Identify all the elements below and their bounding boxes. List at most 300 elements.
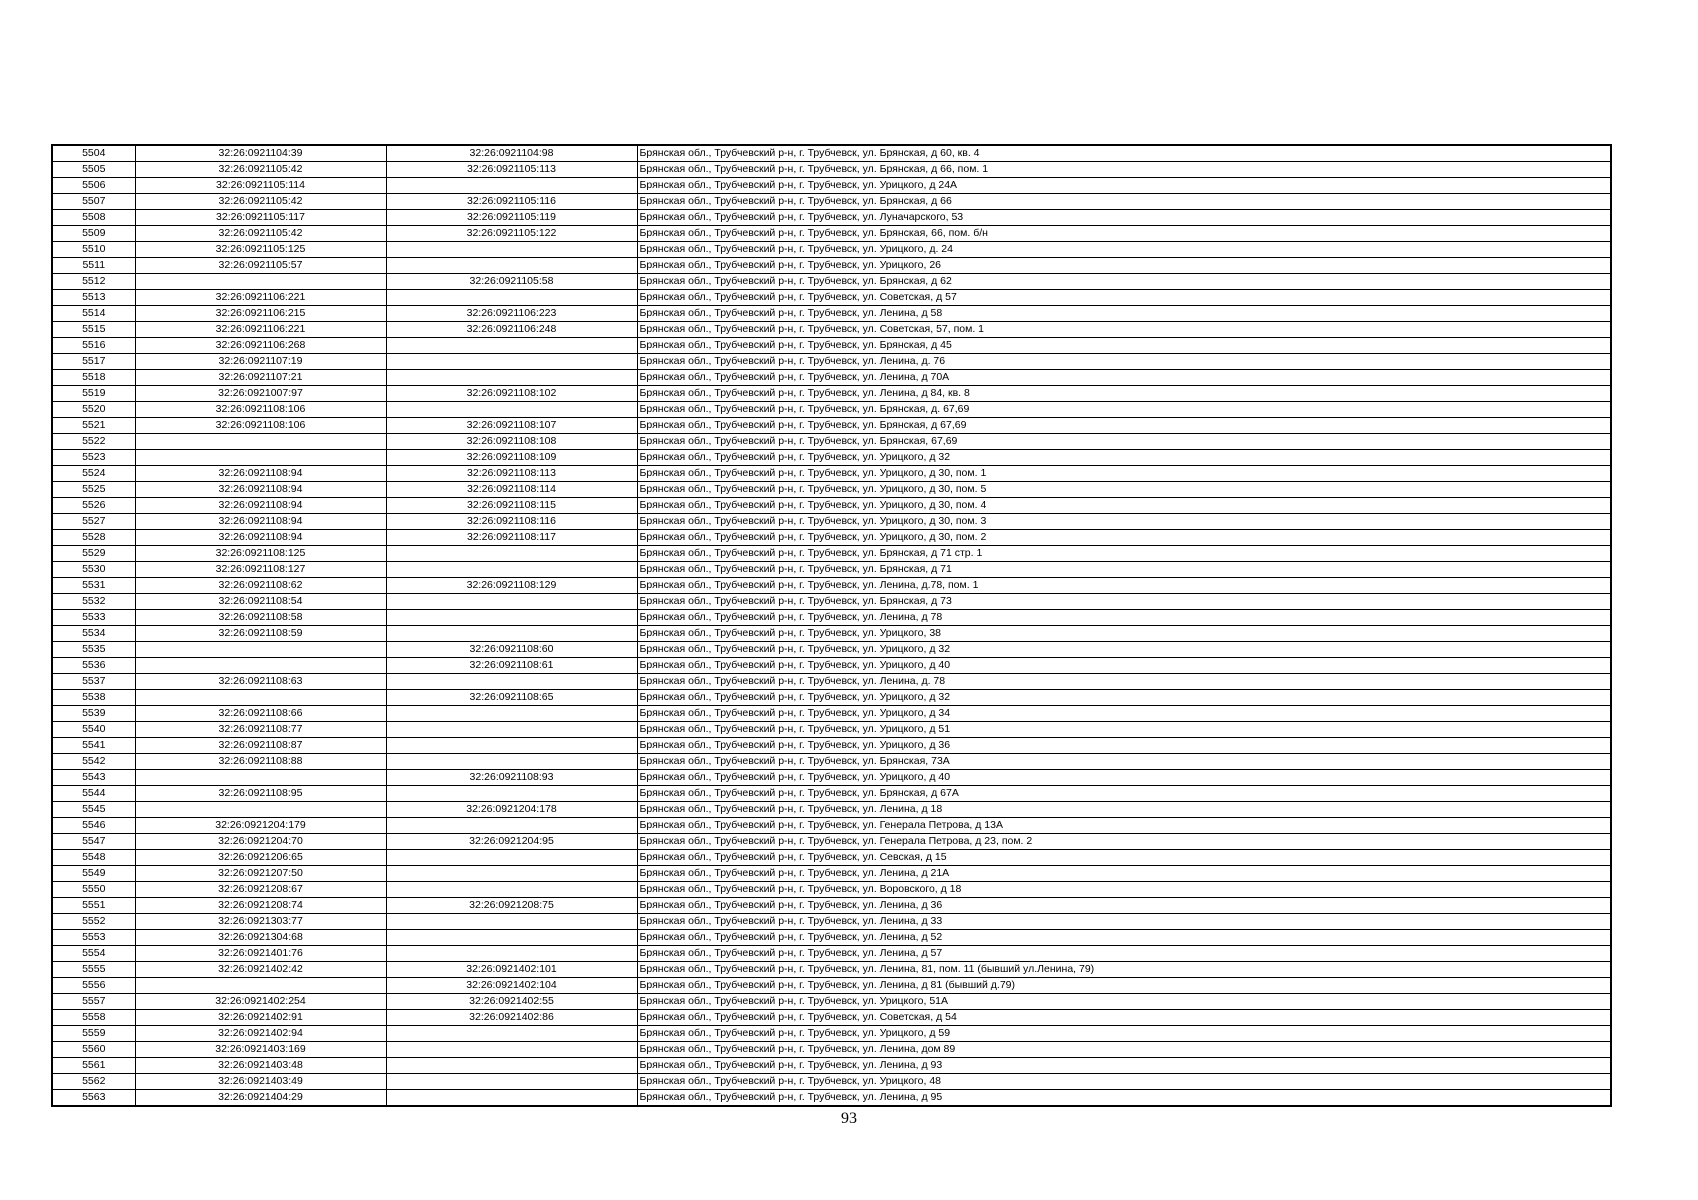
- address-cell: Брянская обл., Трубчевский р-н, г. Трубчевск, ул. Урицкого, 38: [637, 626, 1611, 642]
- table-row: [52, 498, 1611, 514]
- address-cell: Брянская обл., Трубчевский р-н, г. Трубчевск, ул. Брянская, д 62: [637, 274, 1611, 290]
- address-cell: Брянская обл., Трубчевский р-н, г. Трубчевск, ул. Брянская, д 71 стр. 1: [637, 546, 1611, 562]
- address-cell: Брянская обл., Трубчевский р-н, г. Трубчевск, ул. Ленина, д 21А: [637, 866, 1611, 882]
- object-cadastral-number-cell: 32:26:0921108:108: [386, 434, 637, 450]
- cadastral-number-cell: 32:26:0921108:125: [135, 546, 386, 562]
- row-number-cell: 5558: [52, 1010, 135, 1026]
- address-cell: Брянская обл., Трубчевский р-н, г. Трубчевск, ул. Брянская, 66, пом. б/н: [637, 226, 1611, 242]
- table-row: [52, 514, 1611, 530]
- object-cadastral-number-cell: 32:26:0921402:101: [386, 962, 637, 978]
- row-number-cell: 5507: [52, 194, 135, 210]
- table-row: [52, 482, 1611, 498]
- row-number-cell: 5557: [52, 994, 135, 1010]
- row-number-cell: 5505: [52, 162, 135, 178]
- object-cadastral-number-cell: [386, 338, 637, 354]
- object-cadastral-number-cell: 32:26:0921108:93: [386, 770, 637, 786]
- object-cadastral-number-cell: [386, 866, 637, 882]
- object-cadastral-number-cell: 32:26:0921108:129: [386, 578, 637, 594]
- cadastral-number-cell: [135, 450, 386, 466]
- row-number-cell: 5547: [52, 834, 135, 850]
- object-cadastral-number-cell: [386, 882, 637, 898]
- table-row: [52, 306, 1611, 322]
- cadastral-number-cell: 32:26:0921108:94: [135, 466, 386, 482]
- object-cadastral-number-cell: [386, 1042, 637, 1058]
- row-number-cell: 5563: [52, 1090, 135, 1107]
- row-number-cell: 5540: [52, 722, 135, 738]
- table-row: [52, 626, 1611, 642]
- cadastral-number-cell: 32:26:0921108:127: [135, 562, 386, 578]
- address-cell: Брянская обл., Трубчевский р-н, г. Трубчевск, ул. Урицкого, д 32: [637, 450, 1611, 466]
- cadastral-number-cell: [135, 274, 386, 290]
- row-number-cell: 5516: [52, 338, 135, 354]
- cadastral-number-cell: 32:26:0921105:42: [135, 226, 386, 242]
- address-cell: Брянская обл., Трубчевский р-н, г. Трубчевск, ул. Брянская, 67,69: [637, 434, 1611, 450]
- table-row: [52, 802, 1611, 818]
- object-cadastral-number-cell: [386, 178, 637, 194]
- object-cadastral-number-cell: 32:26:0921204:95: [386, 834, 637, 850]
- table-row: [52, 1058, 1611, 1074]
- table-row: [52, 322, 1611, 338]
- table-row: [52, 818, 1611, 834]
- cadastral-number-cell: 32:26:0921108:66: [135, 706, 386, 722]
- table-row: [52, 578, 1611, 594]
- object-cadastral-number-cell: [386, 258, 637, 274]
- object-cadastral-number-cell: 32:26:0921108:114: [386, 482, 637, 498]
- cadastral-number-cell: 32:26:0921403:48: [135, 1058, 386, 1074]
- address-cell: Брянская обл., Трубчевский р-н, г. Трубчевск, ул. Ленина, д 33: [637, 914, 1611, 930]
- table-row: [52, 338, 1611, 354]
- address-cell: Брянская обл., Трубчевский р-н, г. Трубчевск, ул. Генерала Петрова, д 23, пом. 2: [637, 834, 1611, 850]
- address-cell: Брянская обл., Трубчевский р-н, г. Трубчевск, ул. Советская, д 54: [637, 1010, 1611, 1026]
- address-cell: Брянская обл., Трубчевский р-н, г. Трубчевск, ул. Ленина, д. 76: [637, 354, 1611, 370]
- cadastral-number-cell: 32:26:0921106:221: [135, 290, 386, 306]
- table-row: [52, 562, 1611, 578]
- address-cell: Брянская обл., Трубчевский р-н, г. Трубчевск, ул. Урицкого, д 34: [637, 706, 1611, 722]
- address-cell: Брянская обл., Трубчевский р-н, г. Трубчевск, ул. Ленина, д 57: [637, 946, 1611, 962]
- object-cadastral-number-cell: [386, 1058, 637, 1074]
- table-row: [52, 1026, 1611, 1042]
- table-row: [52, 1010, 1611, 1026]
- row-number-cell: 5523: [52, 450, 135, 466]
- address-cell: Брянская обл., Трубчевский р-н, г. Трубчевск, ул. Брянская, д 66: [637, 194, 1611, 210]
- cadastral-number-cell: 32:26:0921104:39: [135, 145, 386, 162]
- cadastral-number-cell: 32:26:0921105:117: [135, 210, 386, 226]
- address-cell: Брянская обл., Трубчевский р-н, г. Трубчевск, ул. Брянская, д 71: [637, 562, 1611, 578]
- table-row: [52, 290, 1611, 306]
- address-cell: Брянская обл., Трубчевский р-н, г. Трубчевск, ул. Ленина, 81, пом. 11 (бывший ул.Ленина, 79): [637, 962, 1611, 978]
- cadastral-number-cell: 32:26:0921207:50: [135, 866, 386, 882]
- row-number-cell: 5504: [52, 145, 135, 162]
- object-cadastral-number-cell: 32:26:0921106:223: [386, 306, 637, 322]
- object-cadastral-number-cell: [386, 1090, 637, 1107]
- table-row: [52, 738, 1611, 754]
- table-row: [52, 354, 1611, 370]
- row-number-cell: 5554: [52, 946, 135, 962]
- address-cell: Брянская обл., Трубчевский р-н, г. Трубчевск, ул. Ленина, д.78, пом. 1: [637, 578, 1611, 594]
- row-number-cell: 5537: [52, 674, 135, 690]
- row-number-cell: 5553: [52, 930, 135, 946]
- row-number-cell: 5524: [52, 466, 135, 482]
- row-number-cell: 5539: [52, 706, 135, 722]
- object-cadastral-number-cell: 32:26:0921108:115: [386, 498, 637, 514]
- cadastral-number-cell: 32:26:0921105:42: [135, 162, 386, 178]
- address-cell: Брянская обл., Трубчевский р-н, г. Трубчевск, ул. Урицкого, д 30, пом. 5: [637, 482, 1611, 498]
- table-row: [52, 674, 1611, 690]
- object-cadastral-number-cell: [386, 722, 637, 738]
- cadastral-number-cell: [135, 658, 386, 674]
- object-cadastral-number-cell: 32:26:0921402:55: [386, 994, 637, 1010]
- table-row: [52, 642, 1611, 658]
- table-row: [52, 226, 1611, 242]
- object-cadastral-number-cell: [386, 610, 637, 626]
- row-number-cell: 5521: [52, 418, 135, 434]
- table-row: [52, 610, 1611, 626]
- table-row: [52, 770, 1611, 786]
- address-cell: Брянская обл., Трубчевский р-н, г. Трубчевск, ул. Брянская, д 67А: [637, 786, 1611, 802]
- object-cadastral-number-cell: 32:26:0921105:113: [386, 162, 637, 178]
- address-cell: Брянская обл., Трубчевский р-н, г. Трубчевск, ул. Советская, 57, пом. 1: [637, 322, 1611, 338]
- cadastral-number-cell: 32:26:0921107:19: [135, 354, 386, 370]
- object-cadastral-number-cell: 32:26:0921108:109: [386, 450, 637, 466]
- address-cell: Брянская обл., Трубчевский р-н, г. Трубчевск, ул. Генерала Петрова, д 13А: [637, 818, 1611, 834]
- row-number-cell: 5514: [52, 306, 135, 322]
- address-cell: Брянская обл., Трубчевский р-н, г. Трубчевск, ул. Брянская, д 73: [637, 594, 1611, 610]
- row-number-cell: 5512: [52, 274, 135, 290]
- row-number-cell: 5517: [52, 354, 135, 370]
- cadastral-number-cell: 32:26:0921204:179: [135, 818, 386, 834]
- object-cadastral-number-cell: [386, 786, 637, 802]
- table-row: [52, 258, 1611, 274]
- object-cadastral-number-cell: 32:26:0921108:113: [386, 466, 637, 482]
- object-cadastral-number-cell: [386, 818, 637, 834]
- address-cell: Брянская обл., Трубчевский р-н, г. Трубчевск, ул. Ленина, д 84, кв. 8: [637, 386, 1611, 402]
- object-cadastral-number-cell: [386, 626, 637, 642]
- object-cadastral-number-cell: [386, 546, 637, 562]
- address-cell: Брянская обл., Трубчевский р-н, г. Трубчевск, ул. Ленина, д 70А: [637, 370, 1611, 386]
- row-number-cell: 5548: [52, 850, 135, 866]
- object-cadastral-number-cell: 32:26:0921108:60: [386, 642, 637, 658]
- object-cadastral-number-cell: 32:26:0921108:116: [386, 514, 637, 530]
- address-cell: Брянская обл., Трубчевский р-н, г. Трубчевск, ул. Брянская, д 60, кв. 4: [637, 145, 1611, 162]
- cadastral-number-cell: 32:26:0921105:114: [135, 178, 386, 194]
- object-cadastral-number-cell: 32:26:0921204:178: [386, 802, 637, 818]
- address-cell: Брянская обл., Трубчевский р-н, г. Трубчевск, ул. Урицкого, д 24А: [637, 178, 1611, 194]
- address-cell: Брянская обл., Трубчевский р-н, г. Трубчевск, ул. Урицкого, д 30, пом. 2: [637, 530, 1611, 546]
- object-cadastral-number-cell: [386, 370, 637, 386]
- row-number-cell: 5552: [52, 914, 135, 930]
- row-number-cell: 5531: [52, 578, 135, 594]
- address-cell: Брянская обл., Трубчевский р-н, г. Трубчевск, ул. Урицкого, 51А: [637, 994, 1611, 1010]
- address-cell: Брянская обл., Трубчевский р-н, г. Трубчевск, ул. Урицкого, 48: [637, 1074, 1611, 1090]
- table-row: [52, 434, 1611, 450]
- row-number-cell: 5522: [52, 434, 135, 450]
- table-row: [52, 658, 1611, 674]
- cadastral-number-cell: 32:26:0921107:21: [135, 370, 386, 386]
- address-cell: Брянская обл., Трубчевский р-н, г. Трубчевск, ул. Урицкого, д 40: [637, 658, 1611, 674]
- object-cadastral-number-cell: [386, 402, 637, 418]
- row-number-cell: 5526: [52, 498, 135, 514]
- cadastral-number-cell: [135, 690, 386, 706]
- row-number-cell: 5525: [52, 482, 135, 498]
- cadastral-number-cell: 32:26:0921007:97: [135, 386, 386, 402]
- object-cadastral-number-cell: [386, 706, 637, 722]
- cadastral-number-cell: 32:26:0921206:65: [135, 850, 386, 866]
- cadastral-number-cell: 32:26:0921108:95: [135, 786, 386, 802]
- cadastral-number-cell: 32:26:0921208:67: [135, 882, 386, 898]
- row-number-cell: 5556: [52, 978, 135, 994]
- row-number-cell: 5545: [52, 802, 135, 818]
- address-cell: Брянская обл., Трубчевский р-н, г. Трубчевск, ул. Урицкого, д 30, пом. 3: [637, 514, 1611, 530]
- object-cadastral-number-cell: [386, 290, 637, 306]
- row-number-cell: 5519: [52, 386, 135, 402]
- table-row: [52, 866, 1611, 882]
- cadastral-number-cell: 32:26:0921108:94: [135, 482, 386, 498]
- cadastral-number-cell: [135, 434, 386, 450]
- cadastral-number-cell: 32:26:0921108:63: [135, 674, 386, 690]
- object-cadastral-number-cell: [386, 1074, 637, 1090]
- row-number-cell: 5509: [52, 226, 135, 242]
- table-row: [52, 706, 1611, 722]
- table-row: [52, 978, 1611, 994]
- object-cadastral-number-cell: 32:26:0921105:119: [386, 210, 637, 226]
- address-cell: Брянская обл., Трубчевский р-н, г. Трубчевск, ул. Брянская, д. 67,69: [637, 402, 1611, 418]
- cadastral-number-cell: 32:26:0921108:87: [135, 738, 386, 754]
- registry-table: [51, 144, 1612, 1107]
- object-cadastral-number-cell: 32:26:0921105:58: [386, 274, 637, 290]
- cadastral-number-cell: 32:26:0921208:74: [135, 898, 386, 914]
- row-number-cell: 5551: [52, 898, 135, 914]
- address-cell: Брянская обл., Трубчевский р-н, г. Трубчевск, ул. Луначарского, 53: [637, 210, 1611, 226]
- object-cadastral-number-cell: [386, 242, 637, 258]
- object-cadastral-number-cell: 32:26:0921208:75: [386, 898, 637, 914]
- table-row: [52, 754, 1611, 770]
- row-number-cell: 5527: [52, 514, 135, 530]
- cadastral-number-cell: 32:26:0921105:57: [135, 258, 386, 274]
- address-cell: Брянская обл., Трубчевский р-н, г. Трубчевск, ул. Ленина, д 93: [637, 1058, 1611, 1074]
- table-row: [52, 930, 1611, 946]
- cadastral-number-cell: 32:26:0921108:94: [135, 530, 386, 546]
- cadastral-number-cell: 32:26:0921303:77: [135, 914, 386, 930]
- row-number-cell: 5559: [52, 1026, 135, 1042]
- address-cell: Брянская обл., Трубчевский р-н, г. Трубчевск, ул. Урицкого, д 32: [637, 642, 1611, 658]
- cadastral-number-cell: 32:26:0921402:91: [135, 1010, 386, 1026]
- row-number-cell: 5528: [52, 530, 135, 546]
- address-cell: Брянская обл., Трубчевский р-н, г. Трубчевск, ул. Ленина, д 52: [637, 930, 1611, 946]
- table-row: [52, 1074, 1611, 1090]
- address-cell: Брянская обл., Трубчевский р-н, г. Трубчевск, ул. Ленина, д 18: [637, 802, 1611, 818]
- cadastral-number-cell: 32:26:0921108:106: [135, 418, 386, 434]
- row-number-cell: 5513: [52, 290, 135, 306]
- table-row: [52, 690, 1611, 706]
- table-row: [52, 210, 1611, 226]
- address-cell: Брянская обл., Трубчевский р-н, г. Трубчевск, ул. Севская, д 15: [637, 850, 1611, 866]
- address-cell: Брянская обл., Трубчевский р-н, г. Трубчевск, ул. Урицкого, д. 24: [637, 242, 1611, 258]
- address-cell: Брянская обл., Трубчевский р-н, г. Трубчевск, ул. Брянская, д 45: [637, 338, 1611, 354]
- row-number-cell: 5518: [52, 370, 135, 386]
- table-row: [52, 466, 1611, 482]
- row-number-cell: 5550: [52, 882, 135, 898]
- object-cadastral-number-cell: [386, 674, 637, 690]
- address-cell: Брянская обл., Трубчевский р-н, г. Трубчевск, ул. Ленина, д 58: [637, 306, 1611, 322]
- address-cell: Брянская обл., Трубчевский р-н, г. Трубчевск, ул. Ленина, д 81 (бывший д.79): [637, 978, 1611, 994]
- row-number-cell: 5515: [52, 322, 135, 338]
- row-number-cell: 5555: [52, 962, 135, 978]
- cadastral-number-cell: 32:26:0921106:221: [135, 322, 386, 338]
- table-row: [52, 402, 1611, 418]
- address-cell: Брянская обл., Трубчевский р-н, г. Трубчевск, ул. Ленина, д 36: [637, 898, 1611, 914]
- address-cell: Брянская обл., Трубчевский р-н, г. Трубчевск, ул. Ленина, д 95: [637, 1090, 1611, 1107]
- cadastral-number-cell: 32:26:0921108:77: [135, 722, 386, 738]
- cadastral-number-cell: 32:26:0921402:254: [135, 994, 386, 1010]
- table-row: [52, 450, 1611, 466]
- address-cell: Брянская обл., Трубчевский р-н, г. Трубчевск, ул. Воровского, д 18: [637, 882, 1611, 898]
- address-cell: Брянская обл., Трубчевский р-н, г. Трубчевск, ул. Ленина, д 78: [637, 610, 1611, 626]
- row-number-cell: 5549: [52, 866, 135, 882]
- row-number-cell: 5530: [52, 562, 135, 578]
- address-cell: Брянская обл., Трубчевский р-н, г. Трубчевск, ул. Ленина, дом 89: [637, 1042, 1611, 1058]
- row-number-cell: 5529: [52, 546, 135, 562]
- table-body: [52, 145, 1611, 1106]
- address-cell: Брянская обл., Трубчевский р-н, г. Трубчевск, ул. Брянская, 73А: [637, 754, 1611, 770]
- table-row: [52, 1090, 1611, 1107]
- row-number-cell: 5561: [52, 1058, 135, 1074]
- row-number-cell: 5542: [52, 754, 135, 770]
- row-number-cell: 5511: [52, 258, 135, 274]
- object-cadastral-number-cell: 32:26:0921108:117: [386, 530, 637, 546]
- row-number-cell: 5535: [52, 642, 135, 658]
- cadastral-number-cell: 32:26:0921105:125: [135, 242, 386, 258]
- table-row: [52, 914, 1611, 930]
- row-number-cell: 5536: [52, 658, 135, 674]
- cadastral-number-cell: 32:26:0921304:68: [135, 930, 386, 946]
- row-number-cell: 5532: [52, 594, 135, 610]
- object-cadastral-number-cell: [386, 354, 637, 370]
- cadastral-number-cell: 32:26:0921403:169: [135, 1042, 386, 1058]
- object-cadastral-number-cell: [386, 738, 637, 754]
- table-row: [52, 850, 1611, 866]
- cadastral-number-cell: 32:26:0921108:88: [135, 754, 386, 770]
- row-number-cell: 5520: [52, 402, 135, 418]
- cadastral-number-cell: 32:26:0921105:42: [135, 194, 386, 210]
- object-cadastral-number-cell: 32:26:0921108:107: [386, 418, 637, 434]
- table-row: [52, 530, 1611, 546]
- table-row: [52, 178, 1611, 194]
- object-cadastral-number-cell: 32:26:0921104:98: [386, 145, 637, 162]
- row-number-cell: 5538: [52, 690, 135, 706]
- row-number-cell: 5506: [52, 178, 135, 194]
- object-cadastral-number-cell: [386, 930, 637, 946]
- row-number-cell: 5533: [52, 610, 135, 626]
- object-cadastral-number-cell: 32:26:0921402:104: [386, 978, 637, 994]
- table-row: [52, 370, 1611, 386]
- table-row: [52, 994, 1611, 1010]
- table-row: [52, 962, 1611, 978]
- table-row: [52, 194, 1611, 210]
- table-row: [52, 274, 1611, 290]
- object-cadastral-number-cell: 32:26:0921108:61: [386, 658, 637, 674]
- address-cell: Брянская обл., Трубчевский р-н, г. Трубчевск, ул. Урицкого, д 51: [637, 722, 1611, 738]
- object-cadastral-number-cell: [386, 850, 637, 866]
- cadastral-number-cell: 32:26:0921108:62: [135, 578, 386, 594]
- row-number-cell: 5544: [52, 786, 135, 802]
- row-number-cell: 5541: [52, 738, 135, 754]
- cadastral-number-cell: 32:26:0921106:268: [135, 338, 386, 354]
- object-cadastral-number-cell: 32:26:0921106:248: [386, 322, 637, 338]
- object-cadastral-number-cell: 32:26:0921105:122: [386, 226, 637, 242]
- table-row: [52, 882, 1611, 898]
- address-cell: Брянская обл., Трубчевский р-н, г. Трубчевск, ул. Урицкого, д 59: [637, 1026, 1611, 1042]
- cadastral-number-cell: 32:26:0921402:94: [135, 1026, 386, 1042]
- cadastral-number-cell: 32:26:0921204:70: [135, 834, 386, 850]
- address-cell: Брянская обл., Трубчевский р-н, г. Трубчевск, ул. Урицкого, д 32: [637, 690, 1611, 706]
- row-number-cell: 5534: [52, 626, 135, 642]
- table-row: [52, 1042, 1611, 1058]
- table-row: [52, 418, 1611, 434]
- cadastral-number-cell: [135, 978, 386, 994]
- row-number-cell: 5510: [52, 242, 135, 258]
- row-number-cell: 5546: [52, 818, 135, 834]
- row-number-cell: 5562: [52, 1074, 135, 1090]
- table-row: [52, 242, 1611, 258]
- table-row: [52, 546, 1611, 562]
- cadastral-number-cell: 32:26:0921108:106: [135, 402, 386, 418]
- cadastral-number-cell: 32:26:0921401:76: [135, 946, 386, 962]
- cadastral-number-cell: 32:26:0921108:54: [135, 594, 386, 610]
- cadastral-number-cell: 32:26:0921108:58: [135, 610, 386, 626]
- object-cadastral-number-cell: 32:26:0921105:116: [386, 194, 637, 210]
- table-row: [52, 145, 1611, 162]
- table-row: [52, 722, 1611, 738]
- cadastral-number-cell: 32:26:0921402:42: [135, 962, 386, 978]
- table-row: [52, 834, 1611, 850]
- object-cadastral-number-cell: 32:26:0921108:65: [386, 690, 637, 706]
- address-cell: Брянская обл., Трубчевский р-н, г. Трубчевск, ул. Урицкого, д 36: [637, 738, 1611, 754]
- address-cell: Брянская обл., Трубчевский р-н, г. Трубчевск, ул. Брянская, д 67,69: [637, 418, 1611, 434]
- address-cell: Брянская обл., Трубчевский р-н, г. Трубчевск, ул. Ленина, д. 78: [637, 674, 1611, 690]
- address-cell: Брянская обл., Трубчевский р-н, г. Трубчевск, ул. Урицкого, д 40: [637, 770, 1611, 786]
- object-cadastral-number-cell: [386, 946, 637, 962]
- cadastral-number-cell: [135, 642, 386, 658]
- address-cell: Брянская обл., Трубчевский р-н, г. Трубчевск, ул. Урицкого, д 30, пом. 1: [637, 466, 1611, 482]
- object-cadastral-number-cell: [386, 1026, 637, 1042]
- page-number: 93: [841, 1110, 857, 1127]
- address-cell: Брянская обл., Трубчевский р-н, г. Трубчевск, ул. Брянская, д 66, пом. 1: [637, 162, 1611, 178]
- object-cadastral-number-cell: [386, 914, 637, 930]
- table-row: [52, 786, 1611, 802]
- cadastral-number-cell: 32:26:0921108:94: [135, 514, 386, 530]
- cadastral-number-cell: 32:26:0921106:215: [135, 306, 386, 322]
- address-cell: Брянская обл., Трубчевский р-н, г. Трубчевск, ул. Урицкого, д 30, пом. 4: [637, 498, 1611, 514]
- table-row: [52, 898, 1611, 914]
- cadastral-number-cell: [135, 802, 386, 818]
- table-row: [52, 162, 1611, 178]
- table-row: [52, 594, 1611, 610]
- cadastral-number-cell: 32:26:0921404:29: [135, 1090, 386, 1107]
- object-cadastral-number-cell: 32:26:0921402:86: [386, 1010, 637, 1026]
- object-cadastral-number-cell: [386, 594, 637, 610]
- cadastral-number-cell: [135, 770, 386, 786]
- row-number-cell: 5543: [52, 770, 135, 786]
- cadastral-number-cell: 32:26:0921108:94: [135, 498, 386, 514]
- cadastral-number-cell: 32:26:0921108:59: [135, 626, 386, 642]
- object-cadastral-number-cell: [386, 562, 637, 578]
- object-cadastral-number-cell: 32:26:0921108:102: [386, 386, 637, 402]
- address-cell: Брянская обл., Трубчевский р-н, г. Трубчевск, ул. Советская, д 57: [637, 290, 1611, 306]
- table-row: [52, 946, 1611, 962]
- cadastral-number-cell: 32:26:0921403:49: [135, 1074, 386, 1090]
- row-number-cell: 5508: [52, 210, 135, 226]
- object-cadastral-number-cell: [386, 754, 637, 770]
